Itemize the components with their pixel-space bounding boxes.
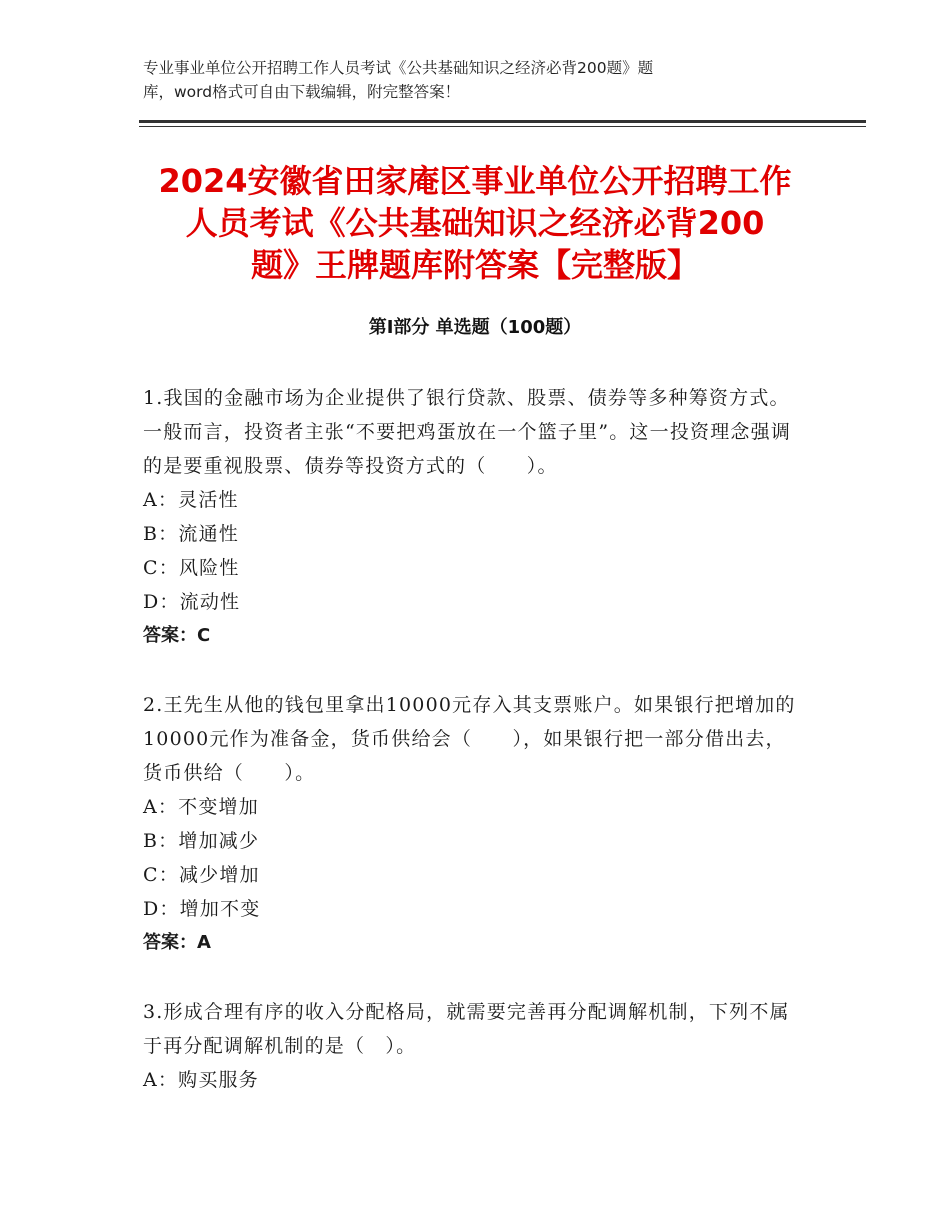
title-line-3: 题》王牌题库附答案【完整版】: [250, 246, 699, 284]
option-c: C：风险性: [143, 557, 240, 579]
option-c: C：减少增加: [143, 864, 260, 886]
question-2: [143, 688, 803, 960]
answer: 答案：A: [143, 932, 211, 953]
option-a: A：不变增加: [143, 796, 259, 818]
title-line-1: 2024安徽省田家庵区事业单位公开招聘工作: [158, 162, 792, 200]
question-text: 2.王先生从他的钱包里拿出10000元存入其支票账户。如果银行把增加的10000元作为准备金，货币供给会（ ），如果银行把一部分借出去，货币供给（ ）。: [143, 694, 796, 784]
option-a: A：购买服务: [143, 1069, 259, 1091]
option-a: A：灵活性: [143, 489, 239, 511]
answer: 答案：C: [143, 625, 211, 646]
question-text: 1.我国的金融市场为企业提供了银行贷款、股票、债券等多种筹资方式。一般而言，投资者主张“不要把鸡蛋放在一个篮子里”。这一投资理念强调的是要重视股票、债券等投资方式的（ ）。: [143, 387, 792, 477]
document-title: [130, 160, 820, 286]
option-d: D：增加不变: [143, 898, 261, 920]
option-d: D：流动性: [143, 591, 241, 613]
header-line-2: 库，word格式可自由下载编辑，附完整答案！: [143, 83, 461, 101]
section-heading: 第Ⅰ部分 单选题（100题）: [368, 317, 582, 338]
title-line-2: 人员考试《公共基础知识之经济必背200: [185, 204, 765, 242]
header-divider-thick: [139, 120, 866, 123]
question-3: [143, 995, 803, 1097]
question-1: [143, 381, 803, 653]
option-b: B：流通性: [143, 523, 239, 545]
question-list: [143, 381, 803, 1132]
header-line-1: 专业事业单位公开招聘工作人员考试《公共基础知识之经济必背200题》题: [143, 59, 654, 77]
page-header: [143, 56, 823, 104]
question-text: 3.形成合理有序的收入分配格局，就需要完善再分配调解机制，下列不属于再分配调解机制的是（ ）。: [143, 1001, 790, 1057]
option-b: B：增加减少: [143, 830, 260, 852]
header-divider-thin: [139, 126, 866, 127]
